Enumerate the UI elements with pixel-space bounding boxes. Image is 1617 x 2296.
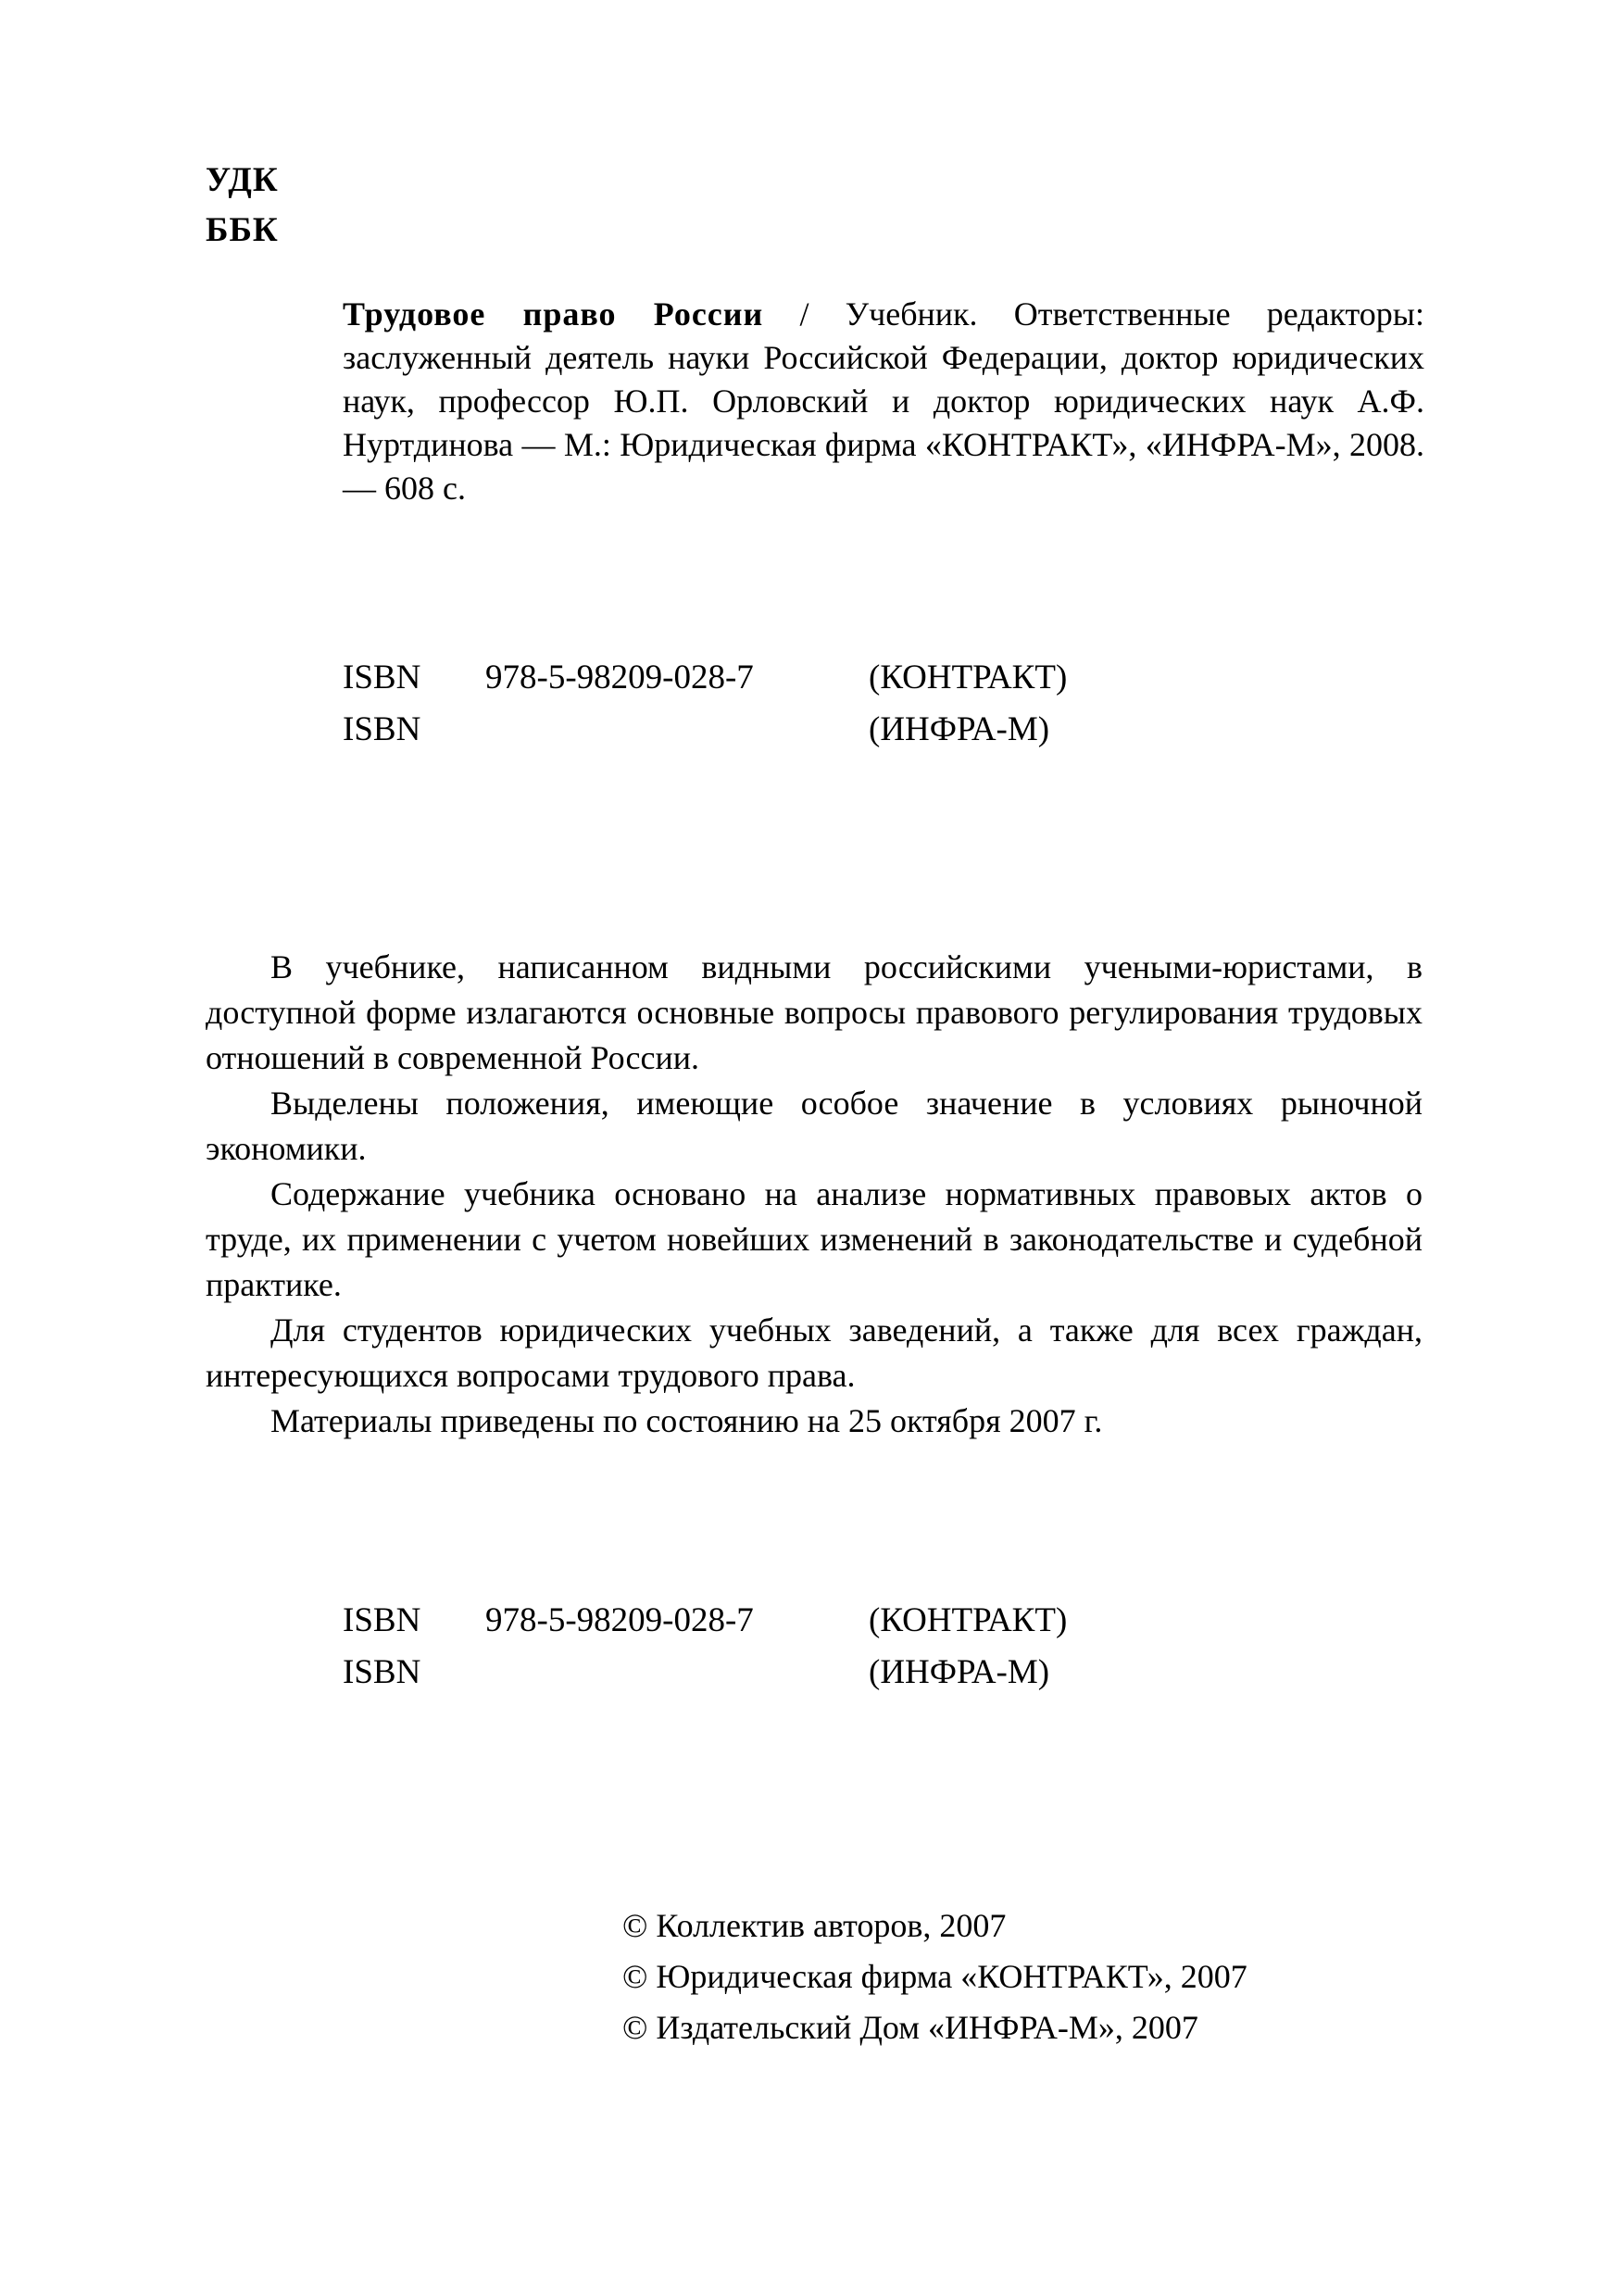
isbn-label: ISBN [343,1653,421,1691]
isbn-number: 978-5-98209-028-7 [485,659,754,696]
isbn-publisher: (КОНТРАКТ) [869,659,1068,696]
annotation-paragraph: Выделены положения, имеющие особое значение в условиях рыночной экономики. [206,1085,1423,1167]
isbn-publisher: (КОНТРАКТ) [869,1601,1068,1639]
copyright-line: © Юридическая фирма «КОНТРАКТ», 2007 [622,1958,1247,1995]
udk-bbk-block [206,156,279,256]
isbn-number: 978-5-98209-028-7 [485,1601,754,1639]
isbn-publisher: (ИНФРА-М) [869,710,1050,748]
book-title: Трудовое право России [343,295,764,332]
citation-text: / Учебник. Ответственные редакторы: заслуженный деятель науки Российской Федерации, доктор юридических наук, профессор Ю.П. Орловский и доктор юридических наук А.Ф. Нуртдинова — М.: Юридическая фирма «КОНТРАКТ», «ИНФРА-М», 2008. — 608 с. [343,295,1424,507]
isbn-number [485,704,869,756]
annotation-block [206,945,1423,1444]
isbn-row [343,1595,1067,1647]
annotation-paragraph: Содержание учебника основано на анализе нормативных правовых актов о труде, их применении с учетом новейших изменений в законодательстве и судебной практике. [206,1175,1423,1303]
book-citation [343,293,1424,510]
copyright-block [622,1901,1247,2053]
annotation-paragraph: Для студентов юридических учебных заведений, а также для всех граждан, интересующихся вопросами трудового права. [206,1311,1423,1394]
isbn-label: ISBN [343,659,421,696]
isbn-label: ISBN [343,1601,421,1639]
isbn-publisher: (ИНФРА-М) [869,1653,1050,1691]
copyright-line: © Издательский Дом «ИНФРА-М», 2007 [622,2009,1198,2046]
isbn-row [343,704,1067,756]
isbn-row [343,652,1067,704]
isbn-label: ISBN [343,710,421,748]
annotation-paragraph: Материалы приведены по состоянию на 25 октября 2007 г. [270,1402,1103,1439]
bbk-label: ББК [206,211,279,249]
copyright-line: © Коллектив авторов, 2007 [622,1907,1007,1944]
annotation-paragraph: В учебнике, написанном видными российскими учеными-юристами, в доступной форме излагаются основные вопросы правового регулирования трудовых отношений в современной России. [206,948,1423,1076]
isbn-number [485,1647,869,1699]
udk-label: УДК [206,161,279,199]
isbn-block-bottom [343,1595,1067,1699]
isbn-block-top [343,652,1067,756]
isbn-row [343,1647,1067,1699]
